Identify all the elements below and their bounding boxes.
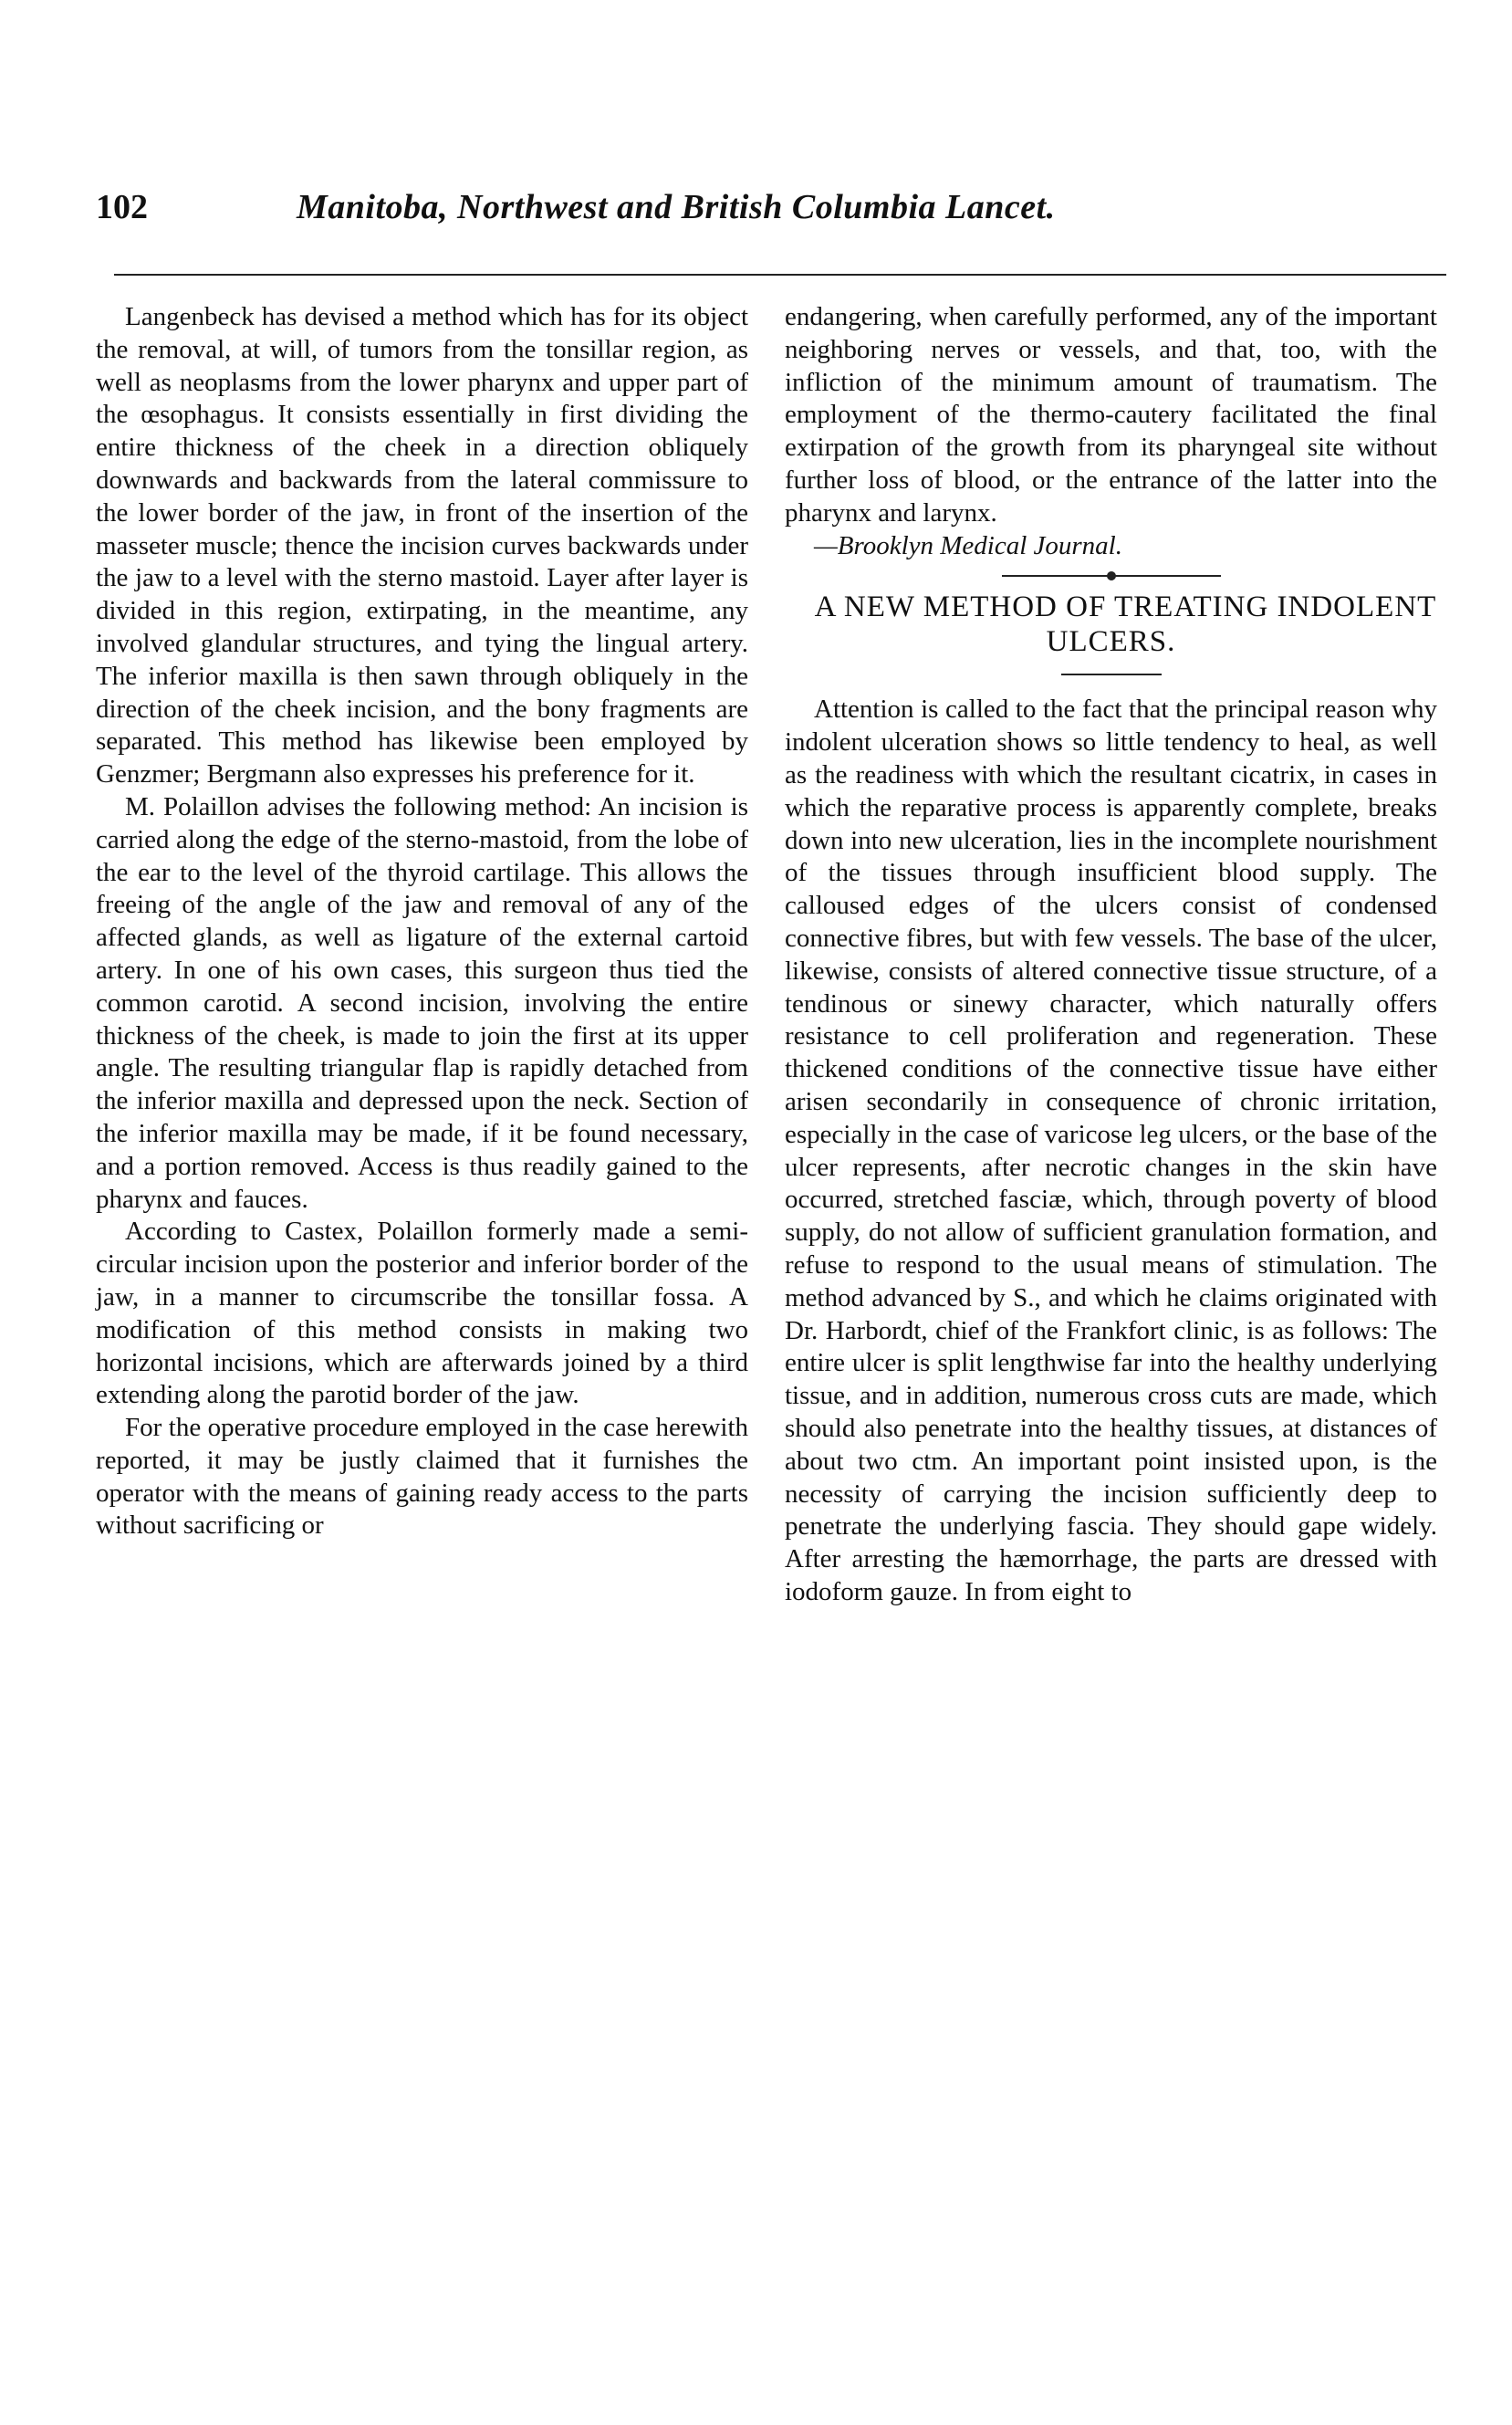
- paragraph-continued: endangering, when carefully performed, any of the important neighboring nerves or vessels, and that, too, with the infliction of the minimum amount of traumatism. The employment of the thermo-cautery facilitated the final extirpation of the growth from its pharyngeal site without further loss of blood, or the entrance of the latter into the pharynx and larynx.: [785, 302, 1437, 528]
- section-divider: [1002, 575, 1221, 577]
- paragraph-polaillon: M. Polaillon advises the following method: An incision is carried along the edge of the sterno-mastoid, from the lobe of the ear to the level of the thyroid cartilage. This allows the freeing of the angle of the jaw and removal of any of the affected glands, as well as ligature of the external cartoid artery. In one of his own cases, this surgeon thus tied the common carotid. A second incision, involving the entire thickness of the cheek, is made to join the first at its upper angle. The resulting triangular flap is rapidly detached from the inferior maxilla and depressed upon the neck. Section of the inferior maxilla may be made, if it be found necessary, and a portion removed. Access is thus readily gained to the pharynx and fauces.: [96, 791, 748, 1214]
- divider-dot: [1107, 571, 1116, 580]
- source-citation: —Brooklyn Medical Journal.: [814, 530, 1122, 560]
- title-rule: [1061, 674, 1162, 675]
- header-rule: [114, 274, 1446, 276]
- paragraph-indolent-ulcers: Attention is called to the fact that the principal reason why indolent ulceration shows so little tendency to heal, as well as the readiness with which the resultant cicatrix, in cases in which the reparative process is apparently complete, breaks down into new ulceration, lies in the incomplete nourishment of the tissues through insufficient blood supply. The calloused edges of the ulcers consist of condensed connective fibres, but with few vessels. The base of the ulcer, likewise, consists of altered connective tissue structure, of a tendinous or sinewy character, which naturally offers resistance to cell proliferation and regeneration. These thickened conditions of the connective tissue have either arisen secondarily in consequence of chronic irritation, especially in the case of varicose leg ulcers, or the base of the ulcer represents, after necrotic changes in the skin have occurred, stretched fasciæ, which, through poverty of blood supply, do not allow of sufficient granulation formation, and refuse to respond to the usual means of stimulation. The method advanced by S., and which he claims originated with Dr. Harbordt, chief of the Frankfort clinic, is as follows: The entire ulcer is split lengthwise far into the healthy underlying tissue, and in addition, numerous cross cuts are made, which should also penetrate into the healthy tissues, at distances of about two ctm. An important point insisted upon, is the necessity of carrying the incision sufficiently deep to penetrate the underlying fascia. They should gape widely. After arresting the hæmorrhage, the parts are dressed with iodoform gauze. In from eight to: [785, 695, 1437, 1606]
- paragraph-castex: According to Castex, Polaillon formerly made a semi-circular incision upon the posterior and inferior border of the jaw, in a manner to circumscribe the tonsillar fossa. A modification of this method consists in making two horizontal incisions, which are afterwards joined by a third extending along the parotid border of the jaw.: [96, 1217, 748, 1410]
- page-number: 102: [96, 188, 148, 226]
- right-column: [785, 301, 1437, 1609]
- paragraph-langenbeck: Langenbeck has devised a method which has for its object the removal, at will, of tumors from the tonsillar region, as well as neoplasms from the lower pharynx and upper part of the œsophagus. It consists essentially in first dividing the entire thickness of the cheek in a direction obliquely downwards and backwards from the lateral commissure to the lower border of the jaw, in front of the insertion of the masseter muscle; thence the incision curves backwards under the jaw to a level with the sterno mastoid. Layer after layer is divided in this region, extirpating, in the meantime, any involved glandular structures, and tying the lingual artery. The inferior maxilla is then sawn through obliquely in the direction of the cheek incision, and the bony fragments are separated. This method has likewise been employed by Genzmer; Bergmann also expresses his preference for it.: [96, 302, 748, 789]
- page-header: [96, 187, 1446, 242]
- article-title: A NEW METHOD OF TREATING INDOLENT ULCERS.: [814, 591, 1437, 659]
- left-column: [96, 301, 748, 1542]
- running-title: Manitoba, Northwest and British Columbia Lancet.: [297, 188, 1056, 226]
- paragraph-operative-procedure: For the operative procedure employed in the case herewith reported, it may be justly claimed that it furnishes the operator with the means of gaining ready access to the parts without sacrificing or: [96, 1413, 748, 1541]
